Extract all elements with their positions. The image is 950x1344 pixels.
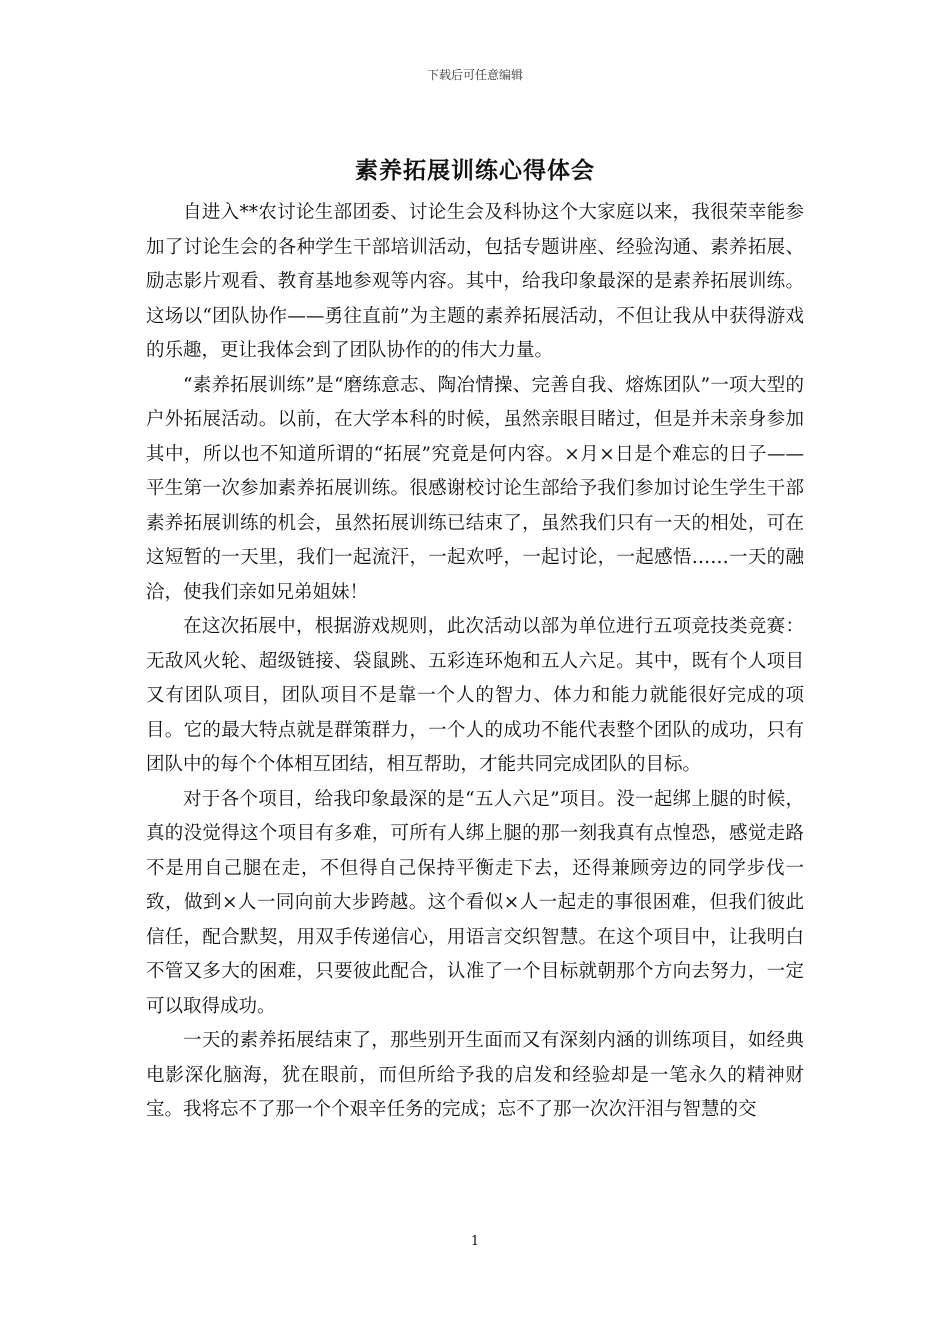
paragraph-5: 一天的素养拓展结束了，那些别开生面而又有深刻内涵的训练项目，如经典电影深化脑海，犹在眼前，而但所给予我的启发和经验却是一笔永久的精神财宝。我将忘不了那一个个艰辛任务的完成；忘不了那一次次汗泪与智慧的交 [146,1030,804,1120]
page-number: 1 [470,1234,480,1249]
header-note: 下载后可任意编辑 [426,68,523,82]
document-body [146,196,804,1128]
document-title: 素养拓展训练心得体会 [355,157,595,184]
paragraph-1: 自进入**农讨论生部团委、讨论生会及科协这个大家庭以来，我很荣幸能参加了讨论生会的各种学生干部培训活动，包括专题讲座、经验沟通、素养拓展、励志影片观看、教育基地参观等内容。其中，给我印象最深的是素养拓展训练。这场以“团队协作——勇往直前”为主题的素养拓展活动，不但让我从中获得游戏的乐趣，更让我体会到了团队协作的的伟大力量。 [146,202,804,361]
paragraph-3: 在这次拓展中，根据游戏规则，此次活动以部为单位进行五项竞技类竞赛：无敌风火轮、超级链接、袋鼠跳、五彩连环炮和五人六足。其中，既有个人项目又有团队项目，团队项目不是靠一个人的智力、体力和能力就能很好完成的项目。它的最大特点就是群策群力，一个人的成功不能代表整个团队的成功，只有团队中的每个个体相互团结，相互帮助，才能共同完成团队的目标。 [146,616,804,775]
paragraph-2: “素养拓展训练”是“磨练意志、陶冶情操、完善自我、熔炼团队”一项大型的户外拓展活动。以前，在大学本科的时候，虽然亲眼目睹过，但是并未亲身参加其中，所以也不知道所谓的“拓展”究竟是何内容。×月×日是个难忘的日子——平生第一次参加素养拓展训练。很感谢校讨论生部给予我们参加讨论生学生干部素养拓展训练的机会，虽然拓展训练已结束了，虽然我们只有一天的相处，可在这短暂的一天里，我们一起流汗，一起欢呼，一起讨论，一起感悟……一天的融洽，使我们亲如兄弟姐妹！ [146,374,804,603]
paragraph-4: 对于各个项目，给我印象最深的是“五人六足”项目。没一起绑上腿的时候，真的没觉得这个项目有多难，可所有人绑上腿的那一刻我真有点惶恐，感觉走路不是用自己腿在走，不但得自己保持平衡走下去，还得兼顾旁边的同学步伐一致，做到×人一同向前大步跨越。这个看似×人一起走的事很困难，但我们彼此信任，配合默契，用双手传递信心，用语言交织智慧。在这个项目中，让我明白不管又多大的困难，只要彼此配合，认准了一个目标就朝那个方向去努力，一定可以取得成功。 [146,788,804,1017]
